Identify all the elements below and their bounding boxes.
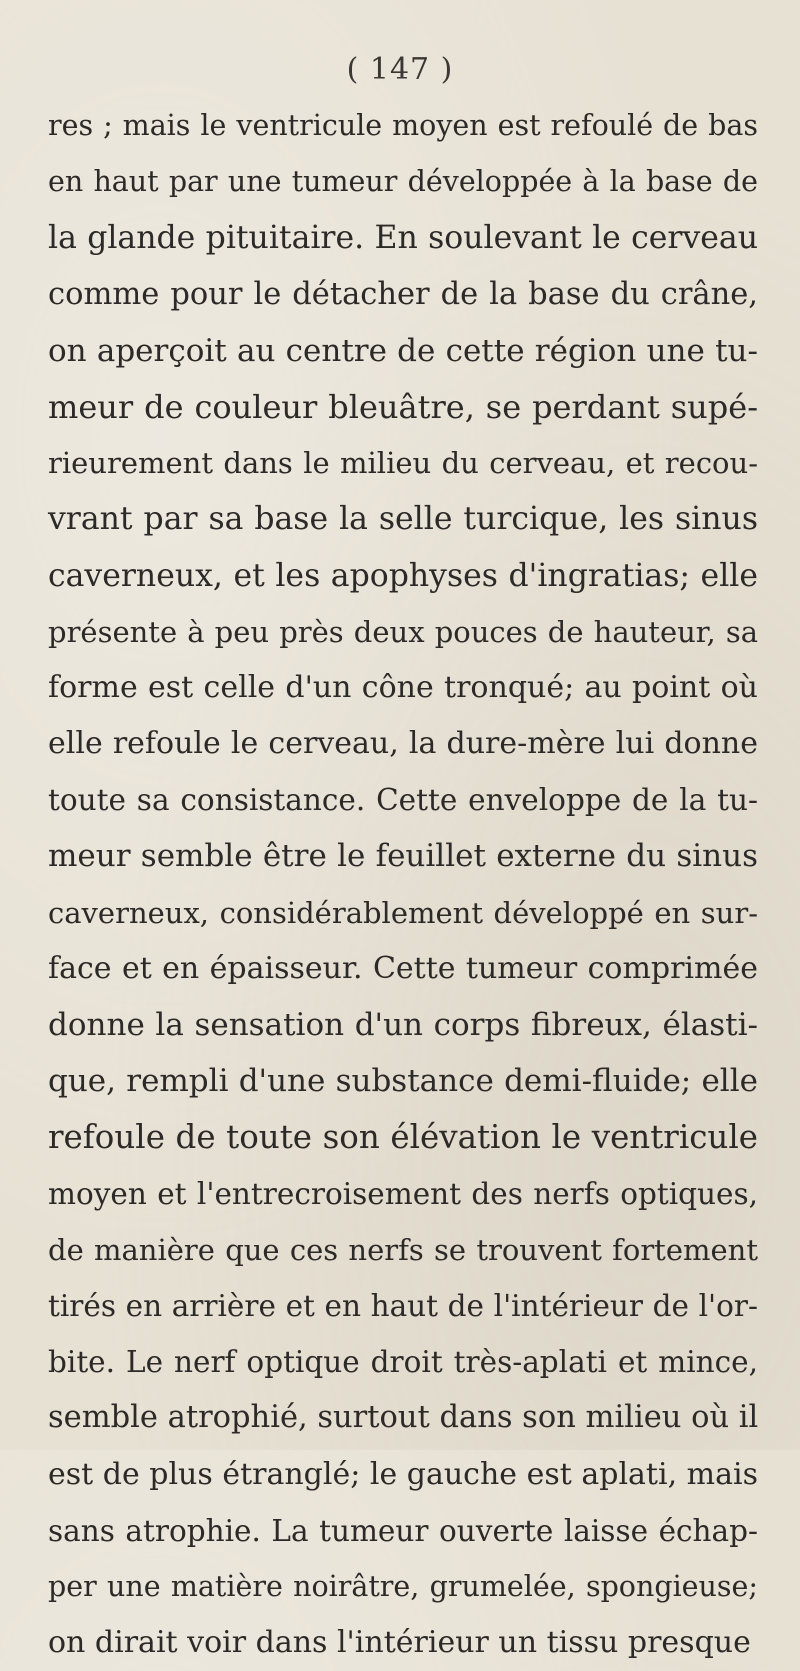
text-line: en haut par une tumeur développée à la base de bbox=[48, 165, 758, 199]
text-line: face et en épaisseur. Cette tumeur comprimée bbox=[48, 950, 758, 986]
text-line: de manière que ces nerfs se trouvent fortement bbox=[48, 1232, 758, 1267]
page-number: ( 147 ) bbox=[346, 52, 454, 87]
text-line: que, rempli d'une substance demi-fluide; elle bbox=[48, 1063, 758, 1100]
text-line: sans atrophie. La tumeur ouverte laisse échap- bbox=[48, 1513, 758, 1548]
text-line: toute sa consistance. Cette enveloppe de la tu- bbox=[48, 783, 758, 818]
text-line: présente à peu près deux pouces de hauteur, sa bbox=[48, 614, 758, 649]
text-line: meur de couleur bleuâtre, se perdant supé- bbox=[48, 387, 758, 426]
text-line: moyen et l'entrecroisement des nerfs optiques, bbox=[48, 1176, 758, 1211]
text-line: vrant par sa base la selle turcique, les sinus bbox=[48, 501, 758, 538]
text-line: refoule de toute son élévation le ventricule bbox=[48, 1118, 758, 1157]
text-line: la glande pituitaire. En soulevant le cerveau bbox=[48, 220, 758, 257]
text-line: elle refoule le cerveau, la dure-mère lui donne bbox=[48, 726, 758, 762]
text-line: tirés en arrière et en haut de l'intérieur de l'or- bbox=[48, 1288, 758, 1323]
text-line: rieurement dans le milieu du cerveau, et recou- bbox=[48, 446, 758, 481]
text-line: res ; mais le ventricule moyen est refoulé de bas bbox=[48, 109, 758, 142]
text-line: caverneux, considérablement développé en sur- bbox=[48, 895, 758, 930]
text-line: caverneux, et les apophyses d'ingratias; elle bbox=[48, 557, 758, 594]
text-line: comme pour le détacher de la base du crâne, bbox=[48, 276, 758, 312]
text-line: meur semble être le feuillet externe du sinus bbox=[48, 838, 758, 875]
text-line: on aperçoit au centre de cette région une tu- bbox=[48, 332, 758, 369]
text-line: forme est celle d'un cône tronqué; au point où bbox=[48, 669, 758, 705]
text-line: semble atrophié, surtout dans son milieu où il bbox=[48, 1400, 759, 1436]
text-line: on dirait voir dans l'intérieur un tissu presque bbox=[48, 1625, 751, 1661]
text-line: bite. Le nerf optique droit très-aplati et mince, bbox=[48, 1345, 758, 1380]
text-line: est de plus étranglé; le gauche est aplati, mais bbox=[48, 1456, 758, 1492]
text-line: per une matière noirâtre, grumelée, spongieuse; bbox=[48, 1569, 758, 1603]
body-text bbox=[48, 98, 758, 1671]
text-line: donne la sensation d'un corps fibreux, élasti- bbox=[48, 1007, 758, 1043]
